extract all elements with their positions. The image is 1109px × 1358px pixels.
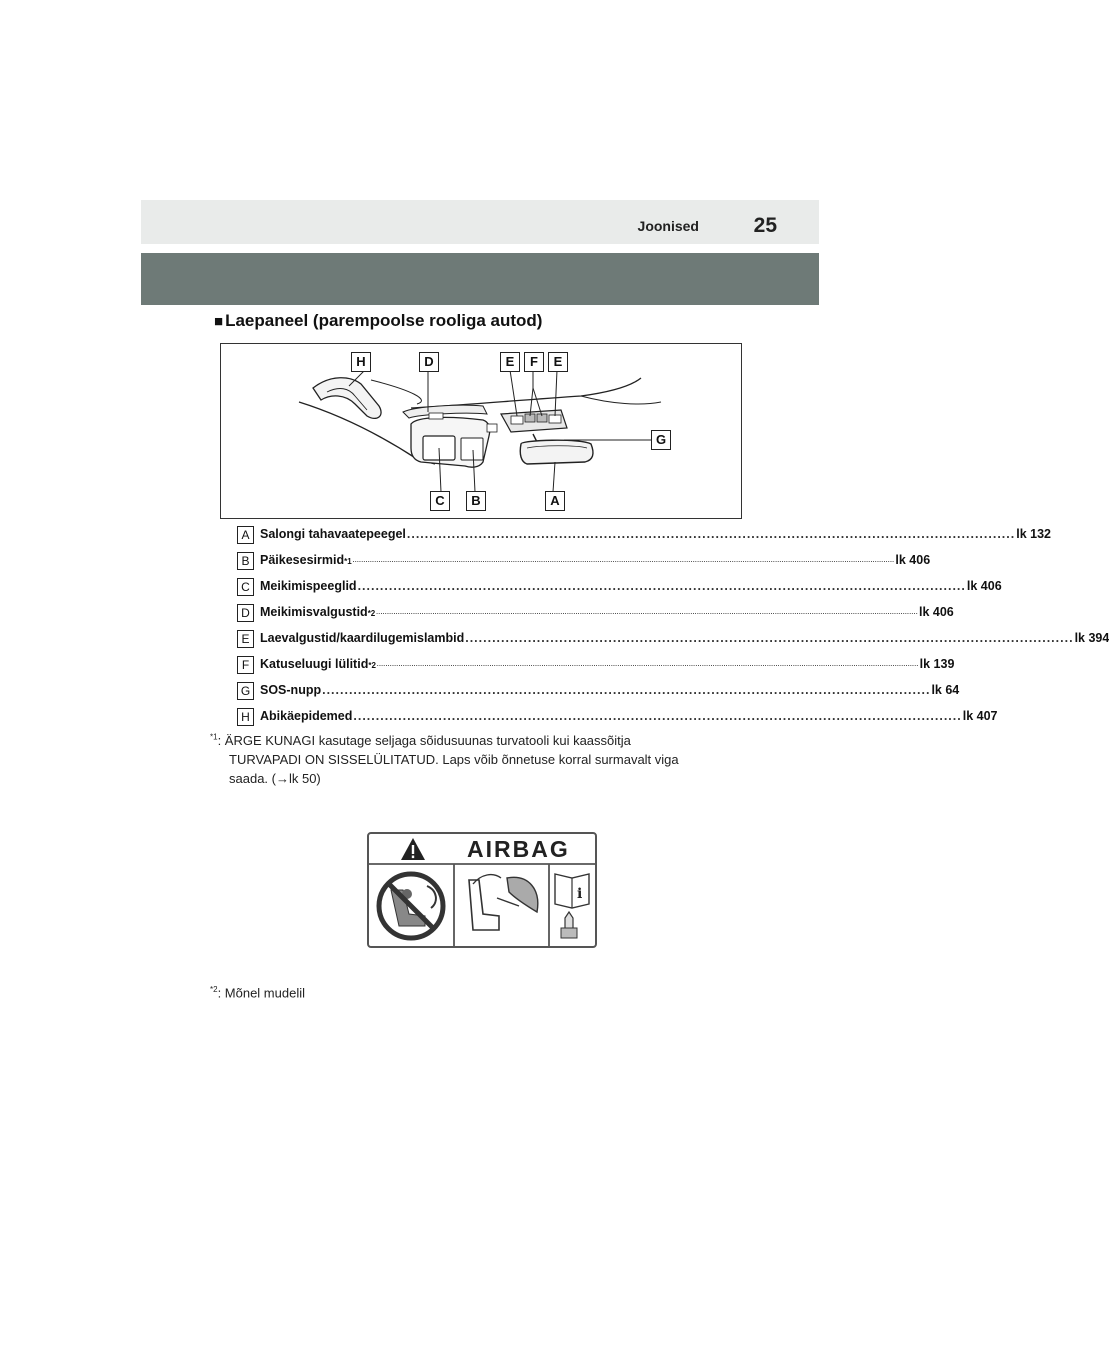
legend-row: D Meikimisvalgustid *2 .......................................................................................................................................................................................................................................................... lk 406 <box>237 604 723 630</box>
legend-label: SOS-nupp <box>260 683 322 697</box>
warning-triangle-icon <box>401 838 425 860</box>
legend-label: Laevalgustid/kaardilugemislambid <box>260 631 465 645</box>
legend-row: E Laevalgustid/kaardilugemislambid ........................................................................................................................................ lk 394 <box>237 630 723 656</box>
callout-e-right: E <box>548 352 568 372</box>
read-manual-icon <box>555 874 589 938</box>
legend-page-ref: lk 139 <box>919 657 955 671</box>
legend-row: H Abikäepidemed ........................................................................................................................................ lk 407 <box>237 708 723 734</box>
legend-row: F Katuseluugi lülitid *2 .......................................................................................................................................................................................................................................................... lk 139 <box>237 656 723 682</box>
airbag-warning-label <box>367 832 597 948</box>
legend-row: A Salongi tahavaatepeegel ........................................................................................................................................ lk 132 <box>237 526 723 552</box>
callout-f: F <box>524 352 544 372</box>
overhead-console-diagram <box>220 343 742 519</box>
section-title <box>214 311 542 331</box>
callout-c: C <box>430 491 450 511</box>
footnote-1-line3: saada. (→lk 50) <box>229 771 321 787</box>
legend-row: G SOS-nupp ........................................................................................................................................ lk 64 <box>237 682 723 708</box>
footnote-2-text: : Mõnel mudelil <box>217 985 305 1001</box>
legend-page-ref: lk 406 <box>919 605 954 619</box>
legend-label: Salongi tahavaatepeegel <box>260 527 406 541</box>
legend-letter: H <box>237 708 254 726</box>
legend-page-ref: lk 407 <box>962 709 998 723</box>
legend-label: Katuseluugi lülitid <box>260 657 369 671</box>
header-bar <box>141 253 819 305</box>
legend-label: Päikesesirmid <box>260 553 345 567</box>
page-header <box>141 200 819 244</box>
legend-letter: G <box>237 682 254 700</box>
airbag-deployment-icon <box>469 875 538 930</box>
footnote-1-line2: TURVAPADI ON SISSELÜLITATUD. Laps võib õnnetuse korral surmavalt viga <box>229 752 679 768</box>
legend-page-ref: lk 406 <box>966 579 1002 593</box>
legend-letter: D <box>237 604 254 622</box>
section-title-text: Laepaneel (parempoolse rooliga autod) <box>225 311 543 330</box>
legend-page-ref: lk 406 <box>895 553 931 567</box>
svg-text:i: i <box>577 886 583 902</box>
section-name: Joonised <box>637 218 699 234</box>
no-child-seat-icon <box>379 874 443 938</box>
legend-label: Meikimisvalgustid <box>260 605 368 619</box>
legend-label: Abikäepidemed <box>260 709 353 723</box>
page-number: 25 <box>753 214 777 237</box>
section-bullet: ■ <box>214 313 224 330</box>
legend-letter: F <box>237 656 254 674</box>
diagram-legend <box>237 526 1109 734</box>
footnote-1 <box>210 728 750 788</box>
legend-page-ref: lk 64 <box>931 683 960 697</box>
callout-h: H <box>351 352 371 372</box>
legend-label: Meikimispeeglid <box>260 579 357 593</box>
legend-letter: C <box>237 578 254 596</box>
legend-row: B Päikesesirmid *1 .......................................................................................................................................................................................................................................................... lk 406 <box>237 552 723 578</box>
callout-b: B <box>466 491 486 511</box>
footnote-1-mark: *1 <box>210 733 218 742</box>
footnote-1-line1: : ÄRGE KUNAGI kasutage seljaga sõidusuunas turvatooli kui kaassõitja <box>217 733 631 749</box>
footnote-2-mark: *2 <box>210 985 218 994</box>
callout-e-left: E <box>500 352 520 372</box>
legend-letter: E <box>237 630 254 648</box>
legend-row: C Meikimispeeglid ........................................................................................................................................ lk 406 <box>237 578 723 604</box>
legend-letter: A <box>237 526 254 544</box>
callout-g: G <box>651 430 671 450</box>
legend-letter: B <box>237 552 254 570</box>
callout-a: A <box>545 491 565 511</box>
legend-page-ref: lk 394 <box>1074 631 1109 645</box>
airbag-label-title: AIRBAG <box>467 836 570 862</box>
legend-page-ref: lk 132 <box>1016 527 1051 541</box>
callout-d: D <box>419 352 439 372</box>
footnote-2 <box>210 980 305 1002</box>
